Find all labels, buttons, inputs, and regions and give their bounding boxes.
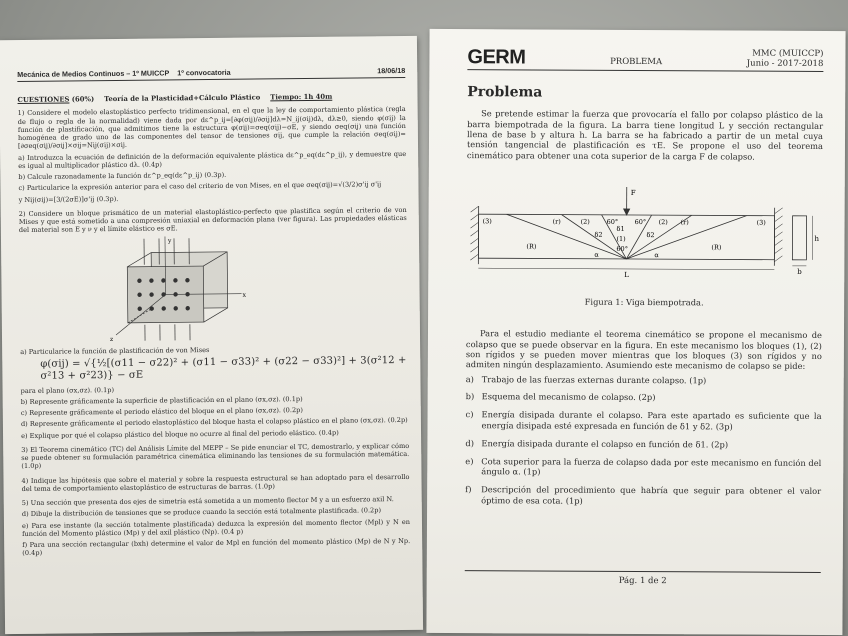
beam-figure	[466, 166, 823, 294]
q2-d: d) Represente gráficamente el periodo elastoplástico del bloque hasta el colapso plástico en el plano (σx,σz). (0.2p)	[20, 416, 408, 429]
right-header	[467, 47, 823, 72]
exam-sheet-questions	[0, 36, 423, 634]
fig-label-R-left: (R)	[526, 242, 537, 251]
fig-label-delta2-left: δ2	[594, 230, 603, 239]
cuestiones-topic: Teoría de la Plasticidad+Cálculo Plástico	[104, 93, 261, 104]
length-L-label: L	[624, 271, 629, 280]
q5-d: d) Dibuje la distribución de tensiones que se produce cuando la sección está totalmente plastificada. (0.2p)	[21, 506, 382, 519]
base-b-label: b	[797, 268, 802, 277]
question-1	[18, 105, 407, 203]
course-info	[747, 49, 824, 70]
session-label: 1º convocatoria	[177, 67, 231, 78]
problem-mechanism-text: Para el estudio mediante el teorema cinemático se propone el mecanismo de colapso que se puede observar en la figura. En este mecanismo los bloques (1), (2) son rígidos y se pueden mover mientras que los bloques (3) son rígidos y no admiten ningún desplazamiento. Asumiendo este mecanismo de colapso se pide:	[465, 328, 823, 372]
exam-sheet-problem	[426, 29, 845, 635]
q1-c2: y Nij(σij)=[3/(2σE)]σ'ij (0.3p).	[18, 194, 119, 204]
q5-f: f) Para una sección rectangular (bxh) determine el valor de Mpl en función del momento plástico (Mp) de N y Np. (0.4p)	[22, 536, 411, 558]
q1-c: c) Particularice la expresión anterior para el caso del criterio de von Mises, en el que σeq(σij)=√(3/2)σ'ij σ'ij	[18, 180, 382, 193]
list-item: e) Cota superior para la fuerza de colapso dada por este mecanismo en función del ángulo α. (1p)	[465, 455, 822, 477]
page-footer: Pág. 1 de 2	[465, 570, 821, 587]
cuestiones-label: CUESTIONES	[17, 95, 70, 105]
q5-e: e) Para ese instante (la sección totalmente plastificada) deduzca la expresión del momento flector (Mpl) y N en función del Momento plástico (Mp) y del axil plástico (Np). (0.4 p)	[21, 517, 411, 538]
fig-label-60-bottom: 60°	[616, 245, 628, 254]
q5-intro: 5) Una sección que presenta dos ejes de simetría está sometida a un momento flector M y a un esfuerzo axil N.	[21, 495, 394, 508]
left-header	[17, 66, 405, 82]
question-5	[22, 495, 411, 557]
axis-z-label: z	[110, 335, 114, 343]
problem-intro: Se pretende estimar la fuerza que provocaría el fallo por colapso plástico de la barra biempotrada de la figura. La barra tiene longitud L y sección rectangular llena de base b y altura h. La barra se ha fabricado a partir de un metal cuya tensión tangencial de plastificación es τE. Se propone el uso del teorema cinemático para obtener una cota superior de la carga F de colapso.	[466, 108, 824, 162]
block-figure	[19, 233, 408, 343]
fig-label-3-left: (3)	[482, 217, 492, 226]
list-item: a) Trabajo de las fuerzas externas durante colapso. (1p)	[465, 373, 707, 385]
fig-label-1: (1)	[616, 235, 626, 244]
fig-label-3-right: (3)	[756, 218, 766, 227]
fig-label-alpha-right: α	[654, 251, 659, 260]
list-item: d) Energía disipada durante el colapso en función de δ1. (2p)	[465, 437, 729, 450]
q2-a2: para el plano (σx,σz). (0.1p)	[20, 385, 115, 395]
q2-a: a) Particularice la función de plastificación de von Mises	[20, 345, 210, 356]
fig-label-60-right: 60°	[634, 218, 647, 227]
q1-intro: 1) Considere el modelo elastoplástico perfecto tridimensional, en el que la ley de comportamiento plástica (regla de flujo o regla de la normalidad) viene dada por dε^p_ij=[∂φ(σij)/∂σij]dλ=N_ij(σij)dλ, dλ≥0, siendo φ(σij) la función de plastificación, que admitimos tiene la estructura φ(σij)=σeq(σij)−σE, y siendo σeq(σij) una función homogénea de grado uno de las componentes del tensor de tensiones σij, que cumple la relación σeq(σij)=[∂σeq(σij)/∂σij]×σij=Nij(σij)×σij.	[17, 105, 406, 151]
fig-label-delta1: δ1	[616, 225, 625, 234]
fig-label-r-left: (r)	[552, 217, 561, 226]
problema-header: PROBLEMA	[610, 57, 663, 68]
course-code: MMC (MUICCP)	[752, 48, 824, 59]
fig-label-60-left: 60°	[606, 218, 619, 227]
q1-a: a) Introduzca la ecuación de definición de la deformación equivalente plástica dε^p_eq(dε^p_ij), y demuestre que es igual al multiplicador plástico dλ. (0.4p)	[18, 149, 407, 170]
prismatic-block-diagram	[99, 235, 250, 343]
list-item: c) Energía disipada durante el colapso. Para este apartado es suficiente que la energía disipada esté expresada en función de δ1 y δ2. (3p)	[465, 409, 822, 432]
course-term: Junio - 2017-2018	[746, 58, 824, 70]
germ-logo: GERM	[467, 46, 526, 69]
cuestiones-time: Tiempo: 1h 40m	[270, 92, 333, 102]
q2-b: b) Represente gráficamente la superficie de plastificación en el plano (σx,σz). (0.1p)	[20, 395, 303, 406]
fig-label-2-left: (2)	[580, 217, 590, 226]
fig-label-delta2-right: δ2	[646, 231, 655, 240]
cuestiones-heading	[17, 92, 405, 105]
load-F-label: F	[630, 189, 636, 198]
fig-label-alpha-left: α	[594, 250, 599, 259]
course-title: Mecánica de Medios Continuos – 1º MUICCP	[17, 68, 170, 80]
fig-label-R-right: (R)	[711, 243, 722, 252]
list-item: b) Esquema del mecanismo de colapso. (2p)	[465, 391, 656, 403]
fig-label-r-right: (r)	[680, 218, 689, 227]
figure-caption: Figura 1: Viga biempotrada.	[584, 296, 704, 308]
question-4: 4) Indique las hipótesis que sobre el material y sobre la respuesta estructural se han adoptado para el desarrollo del tema de comportamiento elastoplástico de estructuras de barras. (1.0p)	[21, 472, 410, 493]
problem-title: Problema	[467, 84, 543, 101]
exam-date: 18/06/18	[377, 65, 406, 76]
q2-c: c) Represente gráficamente el periodo elástico del bloque en el plano (σx,σz). (0.2p)	[20, 406, 303, 418]
question-3: 3) El Teorema cinemático (TC) del Análisis Límite del MEPP – Se pide enunciar el TC, demostrarlo, y explicar cómo se puede obtener su formulación paramétrica cinemática eliminando las tensiones de su formulación matemática. (1.0p)	[21, 441, 410, 471]
axis-y-label: y	[167, 236, 172, 244]
question-2	[19, 206, 409, 440]
cuestiones-weight: (60%)	[71, 95, 95, 104]
q2-e: e) Explique por qué el colapso plástico del bloque no ocurre al final del periodo elástico. (0.4p)	[21, 428, 339, 440]
clamped-beam-diagram	[466, 166, 823, 294]
height-h-label: h	[814, 235, 820, 244]
von-mises-formula: φ(σij) = √{½[(σ11 − σ22)² + (σ11 − σ33)² + (σ22 − σ33)²] + 3(σ²12 + σ²13 + σ²23)} − σE	[40, 354, 407, 383]
q2-intro: 2) Considere un bloque prismático de un material elastoplástico-perfecto que plastifica según el criterio de von Mises y que está sometido a una compresión uniaxial en deformación plana (ver figura). Las propiedades elásticas del material son E y ν y el límite elástico es σE.	[18, 205, 407, 235]
axis-x-label: x	[242, 291, 247, 299]
list-item: f) Descripción del procedimiento que habría que seguir para obtener el valor óptimo de esa cota. (1p)	[465, 484, 822, 506]
problem-items	[465, 374, 822, 508]
q1-b: b) Calcule razonadamente la función dε^p_eq(dε^p_ij) (0.3p).	[18, 170, 227, 182]
fig-label-2-right: (2)	[658, 218, 668, 227]
